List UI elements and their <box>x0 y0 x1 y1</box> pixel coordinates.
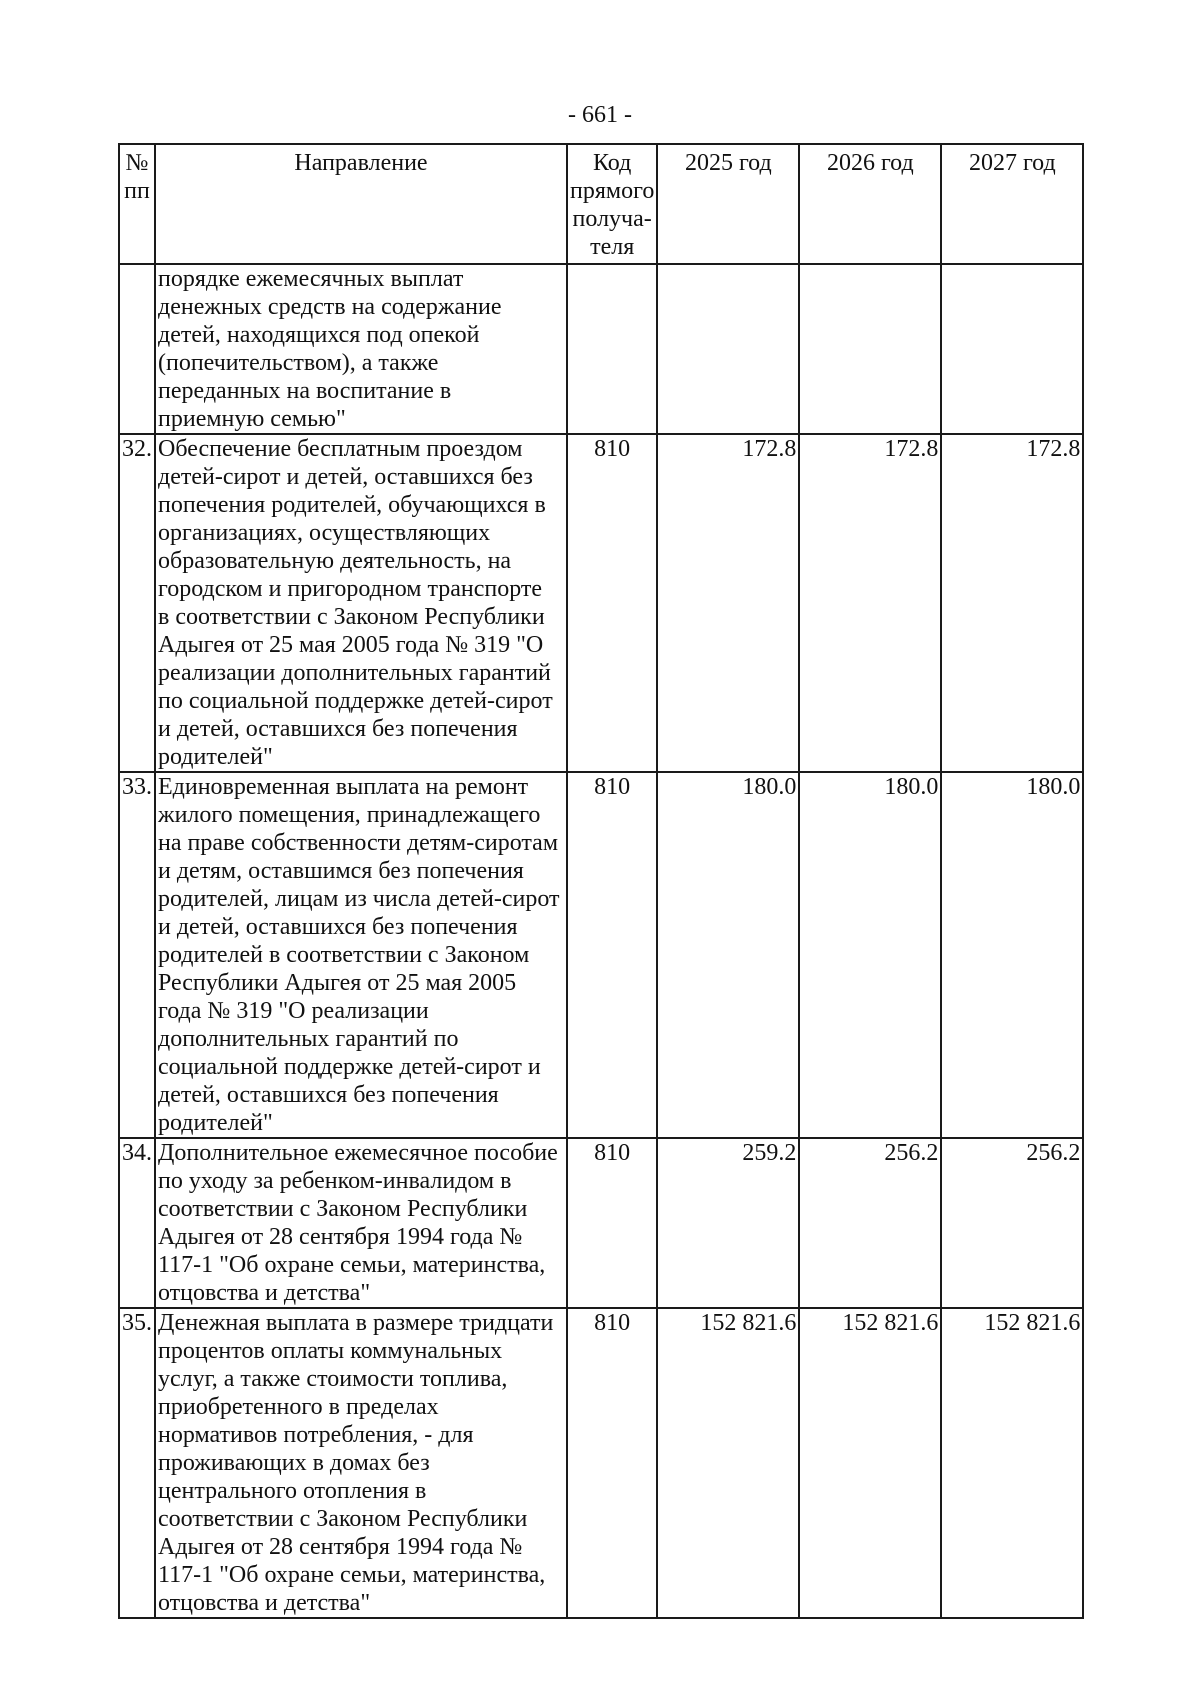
row-direction: Единовременная выплата на ремонт жилого помещения, принадлежащего на праве собственности детям-сиротам и детям, оставшимся без попечения родителей, лицам из числа детей-сирот и детей, оставшихся без попечения родителей в соответствии с Законом Республики Адыгея от 25 мая 2005 года № 319 "О реализации дополнительных гарантий по социальной поддержке детей-сирот и детей, оставшихся без попечения родителей" <box>155 772 567 1138</box>
row-value-2026: 152 821.6 <box>799 1308 941 1618</box>
header-code: Код прямого получа- теля <box>567 144 657 264</box>
row-direction: Денежная выплата в размере тридцати процентов оплаты коммунальных услуг, а также стоимости топлива, приобретенного в пределах нормативов потребления, - для проживающих в домах без центрального отопления в соответствии с Законом Республики Адыгея от 28 сентября 1994 года № 117-1 "Об охране семьи, материнства, отцовства и детства" <box>155 1308 567 1618</box>
table-row <box>119 264 1083 434</box>
table-row <box>119 772 1083 1138</box>
header-direction: Направление <box>155 144 567 264</box>
table-row <box>119 434 1083 772</box>
header-2025: 2025 год <box>657 144 799 264</box>
row-value-2026: 180.0 <box>799 772 941 1138</box>
table-row <box>119 1138 1083 1308</box>
row-value-2027: 180.0 <box>941 772 1083 1138</box>
row-value-2025: 172.8 <box>657 434 799 772</box>
table-header-row <box>119 144 1083 264</box>
page-number: - 661 - <box>568 102 632 128</box>
row-number: 33. <box>119 772 155 1138</box>
row-number: 34. <box>119 1138 155 1308</box>
header-2027: 2027 год <box>941 144 1083 264</box>
row-number <box>119 264 155 434</box>
row-value-2025: 152 821.6 <box>657 1308 799 1618</box>
row-code: 810 <box>567 1138 657 1308</box>
row-value-2025: 259.2 <box>657 1138 799 1308</box>
row-value-2026 <box>799 264 941 434</box>
row-value-2025 <box>657 264 799 434</box>
row-value-2027: 172.8 <box>941 434 1083 772</box>
row-direction: порядке ежемесячных выплат денежных средств на содержание детей, находящихся под опекой (попечительством), а также переданных на воспитание в приемную семью" <box>155 264 567 434</box>
row-value-2026: 256.2 <box>799 1138 941 1308</box>
row-code <box>567 264 657 434</box>
table-row <box>119 1308 1083 1618</box>
row-value-2027: 152 821.6 <box>941 1308 1083 1618</box>
row-direction: Дополнительное ежемесячное пособие по уходу за ребенком-инвалидом в соответствии с Законом Республики Адыгея от 28 сентября 1994 года № 117-1 "Об охране семьи, материнства, отцовства и детства" <box>155 1138 567 1308</box>
row-number: 35. <box>119 1308 155 1618</box>
row-code: 810 <box>567 434 657 772</box>
row-value-2027: 256.2 <box>941 1138 1083 1308</box>
row-direction: Обеспечение бесплатным проездом детей-сирот и детей, оставшихся без попечения родителей, обучающихся в организациях, осуществляющих образовательную деятельность, на городском и пригородном транспорте в соответствии с Законом Республики Адыгея от 25 мая 2005 года № 319 "О реализации дополнительных гарантий по социальной поддержке детей-сирот и детей, оставшихся без попечения родителей" <box>155 434 567 772</box>
row-code: 810 <box>567 1308 657 1618</box>
row-value-2027 <box>941 264 1083 434</box>
budget-table <box>118 143 1084 1619</box>
header-2026: 2026 год <box>799 144 941 264</box>
header-num: № пп <box>119 144 155 264</box>
row-number: 32. <box>119 434 155 772</box>
row-value-2025: 180.0 <box>657 772 799 1138</box>
row-value-2026: 172.8 <box>799 434 941 772</box>
row-code: 810 <box>567 772 657 1138</box>
